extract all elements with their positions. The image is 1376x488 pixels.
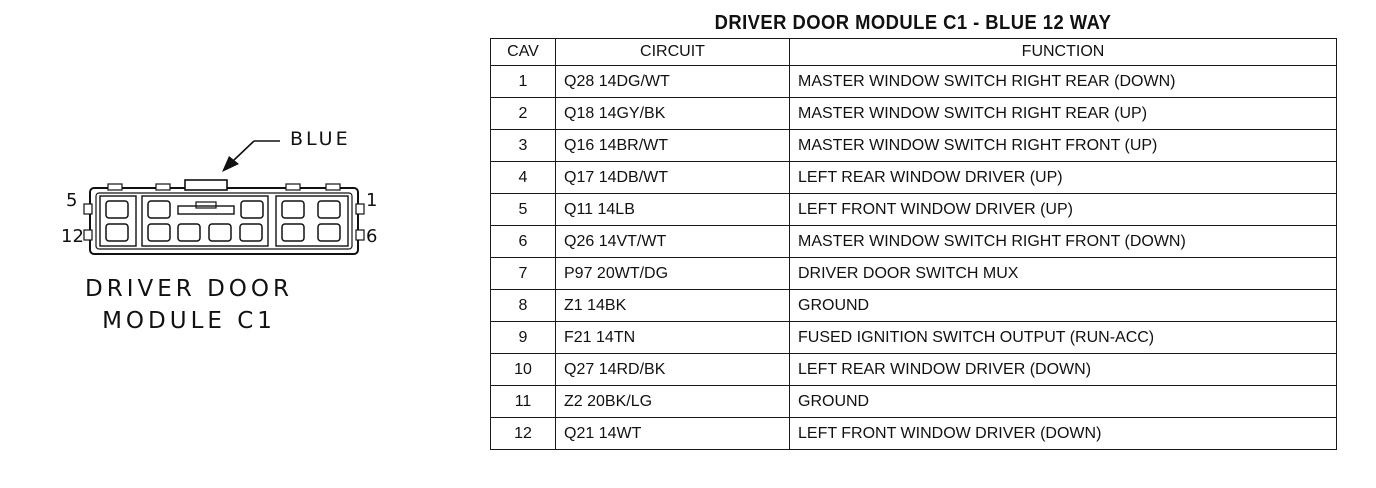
cav-cell: 11 [491, 386, 556, 418]
circuit-cell: Z2 20BK/LG [556, 386, 790, 418]
cav-cell: 4 [491, 162, 556, 194]
table-row [491, 290, 1337, 322]
cav-cell: 3 [491, 130, 556, 162]
pinout-table [490, 38, 1337, 450]
terminal-cavity [148, 224, 170, 241]
connector-title-line1: DRIVER DOOR [85, 276, 293, 302]
table-row [491, 418, 1337, 450]
table-row [491, 258, 1337, 290]
table-row [491, 66, 1337, 98]
table-row [491, 98, 1337, 130]
circuit-cell: Q18 14GY/BK [556, 98, 790, 130]
terminal-cavity [209, 224, 231, 241]
circuit-cell: Q28 14DG/WT [556, 66, 790, 98]
terminal-cavity [106, 201, 128, 218]
cav-cell: 10 [491, 354, 556, 386]
circuit-cell: Q11 14LB [556, 194, 790, 226]
circuit-cell: P97 20WT/DG [556, 258, 790, 290]
connector-latch [185, 180, 227, 190]
cav-cell: 2 [491, 98, 556, 130]
function-cell: LEFT REAR WINDOW DRIVER (DOWN) [790, 354, 1337, 386]
function-cell: LEFT FRONT WINDOW DRIVER (DOWN) [790, 418, 1337, 450]
header-circuit: CIRCUIT [556, 39, 790, 66]
cav-cell: 5 [491, 194, 556, 226]
function-cell: MASTER WINDOW SWITCH RIGHT FRONT (UP) [790, 130, 1337, 162]
function-cell: MASTER WINDOW SWITCH RIGHT FRONT (DOWN) [790, 226, 1337, 258]
cav-cell: 9 [491, 322, 556, 354]
function-cell: GROUND [790, 290, 1337, 322]
circuit-cell: Q17 14DB/WT [556, 162, 790, 194]
terminal-cavity [318, 201, 340, 218]
terminal-cavity [178, 224, 200, 241]
cav-cell: 1 [491, 66, 556, 98]
table-row [491, 226, 1337, 258]
circuit-cell: Q21 14WT [556, 418, 790, 450]
circuit-cell: Q27 14RD/BK [556, 354, 790, 386]
table-row [491, 130, 1337, 162]
function-cell: FUSED IGNITION SWITCH OUTPUT (RUN-ACC) [790, 322, 1337, 354]
function-cell: MASTER WINDOW SWITCH RIGHT REAR (UP) [790, 98, 1337, 130]
cav-cell: 6 [491, 226, 556, 258]
header-function: FUNCTION [790, 39, 1337, 66]
terminal-cavity [282, 201, 304, 218]
terminal-cavity [241, 201, 263, 218]
table-title: DRIVER DOOR MODULE C1 - BLUE 12 WAY [714, 12, 1112, 34]
table-row [491, 162, 1337, 194]
table-header-row [491, 39, 1337, 66]
polarizing-bar [178, 206, 234, 214]
function-cell: DRIVER DOOR SWITCH MUX [790, 258, 1337, 290]
table-row [491, 386, 1337, 418]
connector-color-label: BLUE [290, 128, 351, 150]
function-cell: MASTER WINDOW SWITCH RIGHT REAR (DOWN) [790, 66, 1337, 98]
terminal-cavity [106, 224, 128, 241]
cav-cell: 8 [491, 290, 556, 322]
circuit-cell: F21 14TN [556, 322, 790, 354]
connector-title-line2: MODULE C1 [102, 308, 276, 334]
terminal-cavity [282, 224, 304, 241]
pin-label-12: 12 [61, 226, 84, 247]
connector-shell [90, 188, 358, 254]
cav-cell: 12 [491, 418, 556, 450]
connector-diagram [58, 122, 388, 272]
cav-cell: 7 [491, 258, 556, 290]
circuit-cell: Q16 14BR/WT [556, 130, 790, 162]
terminal-cavity [148, 201, 170, 218]
table-row [491, 194, 1337, 226]
circuit-cell: Z1 14BK [556, 290, 790, 322]
pin-label-1: 1 [366, 190, 378, 211]
terminal-cavity [240, 224, 262, 241]
header-cav: CAV [491, 39, 556, 66]
pin-label-5: 5 [66, 190, 78, 211]
function-cell: LEFT FRONT WINDOW DRIVER (UP) [790, 194, 1337, 226]
function-cell: LEFT REAR WINDOW DRIVER (UP) [790, 162, 1337, 194]
terminal-cavity [318, 224, 340, 241]
table-row [491, 354, 1337, 386]
function-cell: GROUND [790, 386, 1337, 418]
color-leader-diag [234, 141, 254, 160]
table-row [491, 322, 1337, 354]
circuit-cell: Q26 14VT/WT [556, 226, 790, 258]
pin-label-6: 6 [366, 226, 378, 247]
